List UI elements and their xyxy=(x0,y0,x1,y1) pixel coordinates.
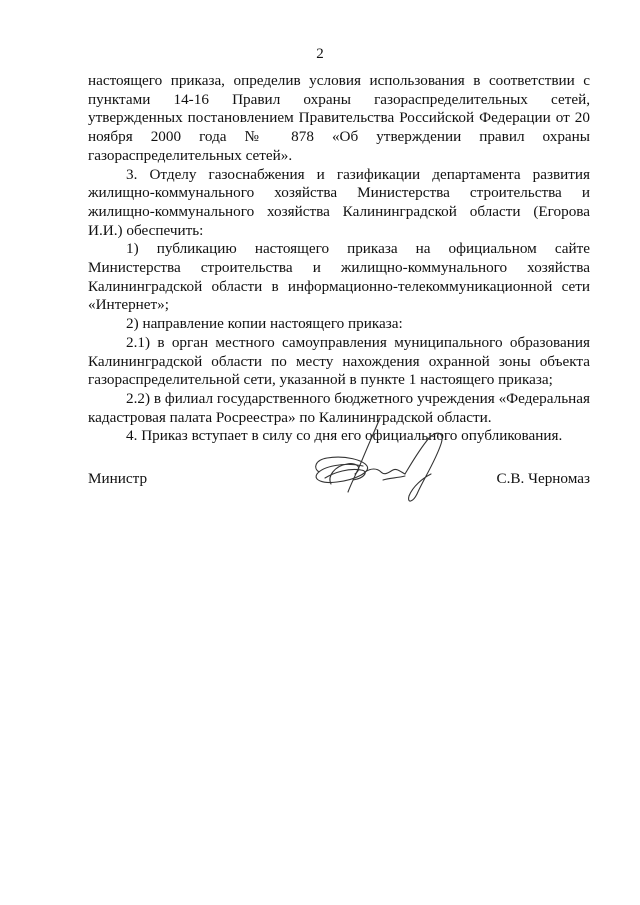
paragraph-item-3: 3. Отделу газоснабжения и газификации департамента развития жилищно-коммунального хозяйства Министерства строительства и жилищно-коммунального хозяйства Калининградской области (Егорова И.И.) обеспечить: xyxy=(88,165,590,239)
page-number: 2 xyxy=(316,46,324,62)
paragraph-continuation: настоящего приказа, определив условия использования в соответствии с пунктами 14-16 Правил охраны газораспределительных сетей, утвержденных постановлением Правительства Российской Федерации от 20 ноября 2000 года № 878 «Об утверждении правил охраны газораспределительных сетей». xyxy=(88,72,590,164)
paragraph-item-3-2-2: 2.2) в филиал государственного бюджетного учреждения «Федеральная кадастровая палата Росреестра» по Калининградской области. xyxy=(88,389,590,426)
paragraph-item-3-2-1: 2.1) в орган местного самоуправления муниципального образования Калининградской области по месту нахождения охранной зоны объекта газораспределительной сети, указанной в пункте 1 настоящего приказа; xyxy=(88,333,590,389)
signature-block xyxy=(88,470,590,490)
document-body xyxy=(88,72,590,446)
handwritten-signature-icon xyxy=(305,410,470,510)
paragraph-item-3-1: 1) публикацию настоящего приказа на официальном сайте Министерства строительства и жилищно-коммунального хозяйства Калининградской области в информационно-телекоммуникационной сети «Интернет»; xyxy=(88,240,590,314)
paragraph-item-3-2: 2) направление копии настоящего приказа: xyxy=(126,315,403,333)
signer-name: С.В. Черномаз xyxy=(496,470,590,487)
signer-title: Министр xyxy=(88,470,148,487)
paragraph-item-4: 4. Приказ вступает в силу со дня его официального опубликования. xyxy=(126,427,563,445)
